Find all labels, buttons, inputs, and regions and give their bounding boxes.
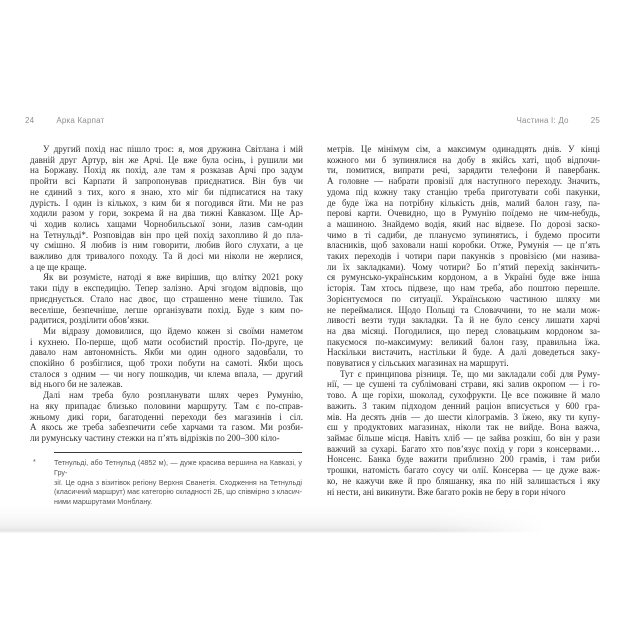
text-line: ли румунську частину стежки на п’ять відрізків по 200–300 кіло- — [30, 432, 280, 443]
paragraph — [30, 390, 303, 444]
text-line: повуватися у сільських магазинах на маршруті. — [327, 358, 509, 369]
text-line: нії, — це сушені та сублімовані страви, які залив окропом — і го- — [327, 379, 600, 390]
text-line: на Тетнульді*. Розповідав він про цей похід захопливо й до пла- — [30, 229, 303, 240]
text-line: зії. Це одна з візитівок регіону Верхня Сванетія. Сходження на Тетнульді — [54, 477, 302, 487]
text-line: Далі нам треба було розпланувати шлях через Румунію, — [43, 390, 303, 401]
text-line: ко, не кажучи вже й про бляшанку, яка по ній залишається і яку — [327, 475, 600, 486]
text-line: Наскільки вистачить, настільки й буде. А далі доведеться заку- — [327, 347, 600, 358]
text-line: кожного ми б зупинялися на добу в якійсь хаті, щоб відпочи- — [327, 154, 600, 165]
text-line: давало нам автономність. Якби ми один одного задовбали, то — [30, 347, 303, 358]
text-line: чу смішно. Я любив із ним говорити, любив його слухати, а це — [30, 240, 303, 251]
text-line: трошки, натомість багато соусу чи олії. Консерва — це дуже важ- — [327, 465, 600, 476]
footnote — [30, 452, 302, 507]
text-line: тово. А ще горіхи, шоколад, сухофрукти. Це все поживне й мало — [327, 390, 600, 401]
running-title-left: Арка Карпат — [56, 116, 105, 125]
text-line: чі ходив колись хащами Чорнобильської зони, лазив сам-один — [30, 218, 303, 229]
text-line: на яку припадає близько половини маршруту. Там є по-справ- — [30, 400, 303, 411]
text-line: жньому дикі гори, багатоденні переходи без магазинів і сіл. — [30, 411, 303, 422]
text-line: Як ви розумієте, натоді я вже вирішив, що влітку 2021 року — [43, 272, 303, 283]
text-line: Нонсенс. Банка буде важити приблизно 200 грамів, і там риби — [327, 454, 600, 465]
text-line: сталося з одним — чи ногу пошкодив, чи клема впала, — другий — [30, 368, 303, 379]
text-line: перові карти. Очевидно, що в Румунію поїдемо не чим-небудь, — [327, 208, 600, 219]
text-line: радитися, розділити обов’язки. — [30, 315, 150, 326]
text-line: власників, щоб заховали наші коробки. Отже, Румунія — це п’ять — [327, 240, 600, 251]
text-line: приєднується. Стало нас двоє, що страшенно мене тішило. Так — [30, 293, 303, 304]
paragraph — [54, 458, 302, 507]
text-line: пакуємося по-максимуму: великий балон газу, правильна їжа. — [327, 336, 600, 347]
text-line: історія. Там хтось підвезе, що нам треба, або поштою перешле. — [327, 283, 600, 294]
text-line: а це ще краще. — [30, 261, 87, 272]
text-line: важчий за сухарі. Багато хто пов’язує похід у гори з консервами… — [327, 443, 600, 454]
paragraph — [327, 369, 600, 497]
text-line: Зорієнтуємося по ситуації. Українською частиною шляху ми — [327, 293, 600, 304]
page-number-right: 25 — [590, 116, 600, 125]
text-line: ні нести, ані викинути. Вже багато років не беру в гори нічого — [327, 486, 566, 497]
text-line: У другий похід нас пішло троє: я, моя дружина Світлана і мій — [43, 144, 303, 154]
footnote-text — [54, 458, 302, 507]
text-line: займає більше місця. Навіть хліб — це зайва розкіш, бо він у рази — [327, 432, 600, 443]
paragraph — [30, 326, 303, 390]
left-page-text[interactable] — [30, 144, 303, 444]
text-line: ходили разом у гори, зокрема й на два тижні Кавказом. Ще Ар- — [30, 208, 303, 219]
footnote-marker: * — [33, 459, 36, 466]
text-line: і кухнею. По-перше, щоб мати особистий простір. По-друге, це — [30, 336, 303, 347]
running-title-right: Частина І: До — [516, 116, 569, 125]
text-line: єш у продуктових магазинах, ніколи так не вийде. Вона важча, — [327, 422, 600, 433]
running-header-right — [516, 116, 600, 125]
right-page-text[interactable] — [327, 144, 600, 497]
text-line: давній друг Артур, він же Арчі. Це вже була осінь, і рушили ми — [30, 154, 303, 165]
running-header-left — [25, 116, 104, 125]
text-line: Тут є принципова різниця. Те, що ми закладали собі для Руму- — [340, 368, 600, 379]
text-line: чимо в ті садиби, де плануємо зупинятись, і будемо просити — [327, 229, 600, 240]
text-line: а машиною. Знайдемо водія, який нас відвезе. По дорозі заско- — [327, 218, 600, 229]
page-number-left: 24 — [25, 116, 35, 125]
footnote-body — [30, 458, 302, 507]
paragraph — [30, 272, 303, 326]
text-line: ними маршрутами Монблану. — [54, 497, 153, 507]
page-bottom-shadow — [0, 506, 556, 533]
text-line: (класичний маршрут) має категорію складності 2Б, що співмірно з класич- — [54, 487, 302, 497]
text-line: важливо для тривалого походу. Та й досі ми ніколи не жерлися, — [30, 251, 303, 262]
text-line: спокійно б розбіглися, щоб трохи побути на самоті. Якби щось — [30, 358, 303, 369]
text-line: дурість. І один із кількох, з ким би я погодився йти. Ми не раз — [30, 197, 303, 208]
text-line: мів. На десять днів — до шести кілограмів. З їжею, яку ти купу- — [327, 411, 600, 422]
text-line: на Боржаву. Похід як похід, але там я розказав Арчі про задум — [30, 165, 303, 176]
text-line: не єдиний з тих, кого я знаю, хто міг би підписатися на таку — [30, 186, 303, 197]
text-line: важить. З таким підходом денний раціон вписується у 600 гра- — [327, 400, 600, 411]
text-line: А якось же треба забезпечити себе харчами та газом. Ми розби- — [30, 422, 303, 433]
text-line: таки піду в експедицію. Тепер залізно. Арчі згодом відповів, що — [30, 283, 303, 294]
text-line: де буде їжа на потрібну кількість днів, малий балон газу, па- — [327, 197, 600, 208]
paragraph — [30, 144, 303, 272]
text-line: ти, помитися, випрати речі, зарядити телефони й павербанк. — [327, 165, 600, 176]
text-line: пройти всі Карпати й запропонував приєднатися. Він був чи — [30, 176, 303, 187]
text-line: на два місяці. Погодилися, що перед словацьким кордоном за- — [327, 325, 600, 336]
text-line: ли їх закладками). Чому чотири? Бо п’ятий перехід закінчить- — [327, 261, 600, 272]
paragraph — [327, 144, 600, 369]
text-line: А головне — набрати провізії для наступного переходу. Значить, — [327, 176, 600, 187]
text-line: ливості везти туди закладки. Та й не було сенсу лишати харчі — [327, 315, 600, 326]
text-line: Тетнульді, або Тетнульд (4852 м), — дуже красива вершина на Кавказі, у Гру- — [54, 458, 302, 477]
text-line: не переймалися. Щодо Польщі та Словаччини, то не мали мож- — [327, 304, 600, 315]
text-line: метрів. Це мінімум сім, а максимум одинадцять днів. У кінці — [327, 144, 600, 154]
text-line: ся румунсько-українським кордоном, а в Україні буде вже інша — [327, 272, 600, 283]
text-line: веселіше, безпечніше, легше організувати похід. Буде з ким по- — [30, 304, 303, 315]
text-line: таких переходів і чотири пари пакунків з провізією (ми назива- — [327, 251, 600, 262]
text-line: удома під кожну таку станцію треба приготувати собі пакунки, — [327, 186, 600, 197]
footnote-rule — [54, 452, 302, 453]
text-line: від нього би не залежав. — [30, 379, 123, 390]
text-line: Ми відразу домовилися, що йдемо кожен зі своїми наметом — [43, 325, 303, 336]
